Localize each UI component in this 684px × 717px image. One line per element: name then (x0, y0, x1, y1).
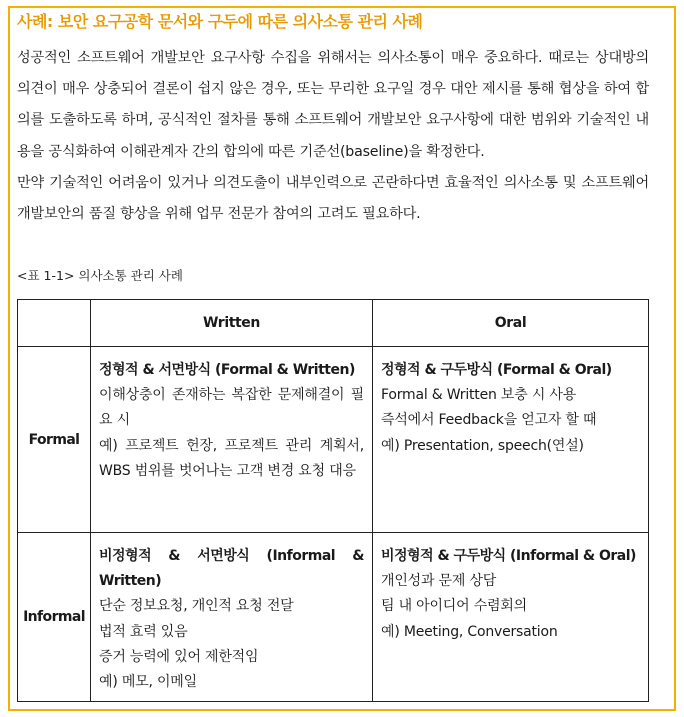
table-row-informal (18, 533, 649, 702)
cell-line: 법적 효력 있음 (99, 623, 188, 640)
cell-line: 단순 정보요청, 개인적 요청 전달 (99, 598, 294, 615)
body-text (17, 43, 649, 230)
row-header-formal: Formal (18, 347, 91, 533)
cell-formal-oral (373, 347, 649, 533)
col-header-oral: Oral (373, 300, 649, 347)
cell-line: 예) 메모, 이메일 (99, 674, 197, 691)
cell-line: 팀 내 아이디어 수렴회의 (381, 598, 527, 615)
table-header-row (18, 300, 649, 347)
communication-matrix-table (17, 299, 649, 702)
cell-line: 증거 능력에 있어 제한적임 (99, 648, 259, 665)
cell-informal-oral (373, 533, 649, 702)
cell-line: 즉석에서 Feedback을 얻고자 할 때 (381, 412, 597, 429)
cell-heading: 비정형적 & 서면방식 (Informal & Written) (99, 548, 364, 590)
cell-line: Formal & Written 보충 시 사용 (381, 387, 577, 404)
row-header-informal: Informal (18, 533, 91, 702)
cell-heading: 비정형적 & 구두방식 (Informal & Oral) (381, 548, 636, 564)
cell-formal-written (91, 347, 373, 533)
cell-line: 예) Meeting, Conversation (381, 623, 558, 640)
cell-line: 예) Presentation, speech(연설) (381, 437, 584, 454)
case-title: 사례: 보안 요구공학 문서와 구두에 따른 의사소통 관리 사례 (17, 12, 423, 31)
table-row-formal (18, 347, 649, 533)
paragraph-2: 만약 기술적인 어려움이 있거나 의견도출이 내부인력으로 곤란하다면 효율적인 의사소통 및 소프트웨어 개발보안의 품질 향상을 위해 업무 전문가 참여의 고려도 필요하다. (17, 174, 649, 223)
corner-cell (18, 300, 91, 347)
cell-heading: 정형적 & 서면방식 (Formal & Written) (99, 362, 355, 378)
cell-line: 개인성과 문제 상담 (381, 573, 497, 590)
col-header-written: Written (91, 300, 373, 347)
paragraph-1: 성공적인 소프트웨어 개발보안 요구사항 수집을 위해서는 의사소통이 매우 중요하다. 때로는 상대방의 의견이 매우 상충되어 결론이 쉽지 않은 경우, 또는 무리한 요구일 경우 대안 제시를 통해 협상을 하여 합의를 도출하도록 하며, 공식적인 절차를 통해 소프트웨어 개발보안 요구사항에 대한 범위와 기술적인 내용을 공식화하여 이해관계자 간의 합의에 따른 기준선(baseline)을 확정한다. (17, 50, 649, 160)
cell-line: 예) 프로젝트 헌장, 프로젝트 관리 계획서, WBS 범위를 벗어나는 고객 변경 요청 대응 (99, 437, 364, 479)
cell-informal-written (91, 533, 373, 702)
cell-heading: 정형적 & 구두방식 (Formal & Oral) (381, 362, 612, 378)
cell-line: 이해상충이 존재하는 복잡한 문제해결이 필요 시 (99, 387, 364, 429)
table-caption: <표 1-1> 의사소통 관리 사례 (17, 268, 183, 283)
